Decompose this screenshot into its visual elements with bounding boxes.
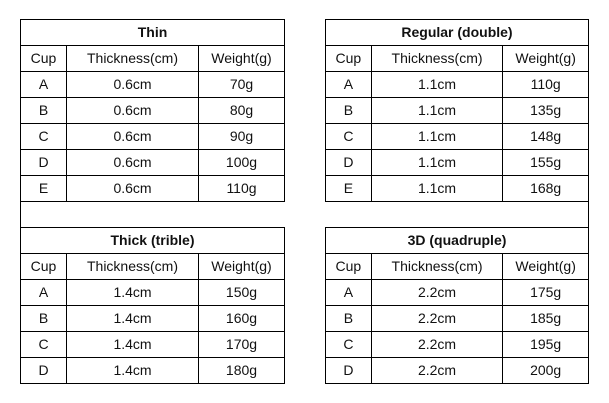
table-row bbox=[21, 72, 285, 98]
table-thin bbox=[20, 19, 285, 202]
column-header: Weight(g) bbox=[199, 46, 285, 72]
weight-cell: 148g bbox=[503, 124, 589, 150]
thickness-cell: 0.6cm bbox=[67, 124, 199, 150]
cup-cell: B bbox=[326, 98, 372, 124]
table-3d bbox=[325, 227, 589, 384]
table-row bbox=[21, 358, 285, 384]
cup-cell: A bbox=[326, 72, 372, 98]
cup-cell: E bbox=[326, 176, 372, 202]
weight-cell: 170g bbox=[199, 332, 285, 358]
column-header: Thickness(cm) bbox=[371, 254, 503, 280]
table-row bbox=[326, 306, 589, 332]
thickness-cell: 0.6cm bbox=[67, 176, 199, 202]
thickness-cell: 1.4cm bbox=[67, 306, 199, 332]
cup-cell: D bbox=[21, 150, 67, 176]
table-title: Thin bbox=[21, 20, 285, 46]
thickness-cell: 2.2cm bbox=[371, 332, 503, 358]
cup-cell: C bbox=[326, 332, 372, 358]
cup-cell: B bbox=[21, 306, 67, 332]
cup-cell: B bbox=[21, 98, 67, 124]
cup-cell: B bbox=[326, 306, 372, 332]
table-row bbox=[326, 358, 589, 384]
table-title: Thick (trible) bbox=[21, 228, 285, 254]
thickness-cell: 0.6cm bbox=[67, 72, 199, 98]
thickness-cell: 1.4cm bbox=[67, 280, 199, 306]
cup-cell: C bbox=[21, 332, 67, 358]
weight-cell: 155g bbox=[503, 150, 589, 176]
weight-cell: 135g bbox=[503, 98, 589, 124]
column-header: Cup bbox=[326, 254, 372, 280]
column-header: Weight(g) bbox=[199, 254, 285, 280]
table-row bbox=[21, 124, 285, 150]
table-row bbox=[21, 332, 285, 358]
weight-cell: 100g bbox=[199, 150, 285, 176]
weight-cell: 90g bbox=[199, 124, 285, 150]
thickness-cell: 1.1cm bbox=[371, 124, 503, 150]
cup-cell: E bbox=[21, 176, 67, 202]
weight-cell: 200g bbox=[503, 358, 589, 384]
column-header: Cup bbox=[21, 254, 67, 280]
table-row bbox=[326, 280, 589, 306]
column-header: Thickness(cm) bbox=[67, 46, 199, 72]
column-header: Thickness(cm) bbox=[67, 254, 199, 280]
weight-cell: 195g bbox=[503, 332, 589, 358]
table-row bbox=[326, 332, 589, 358]
table-row bbox=[326, 150, 589, 176]
table-row bbox=[21, 280, 285, 306]
thickness-cell: 2.2cm bbox=[371, 358, 503, 384]
thickness-cell: 1.4cm bbox=[67, 358, 199, 384]
table-row bbox=[326, 72, 589, 98]
thickness-cell: 1.1cm bbox=[371, 98, 503, 124]
weight-cell: 185g bbox=[503, 306, 589, 332]
thickness-cell: 1.1cm bbox=[371, 72, 503, 98]
weight-cell: 160g bbox=[199, 306, 285, 332]
thickness-cell: 0.6cm bbox=[67, 98, 199, 124]
weight-cell: 175g bbox=[503, 280, 589, 306]
table-row bbox=[21, 150, 285, 176]
column-header: Weight(g) bbox=[503, 254, 589, 280]
grid-line-left-middle bbox=[20, 201, 21, 227]
table-row bbox=[326, 98, 589, 124]
table-row bbox=[326, 124, 589, 150]
column-header: Cup bbox=[21, 46, 67, 72]
weight-cell: 180g bbox=[199, 358, 285, 384]
thickness-cell: 0.6cm bbox=[67, 150, 199, 176]
column-header: Cup bbox=[326, 46, 372, 72]
cup-cell: D bbox=[326, 150, 372, 176]
grid-line-right-middle bbox=[588, 201, 589, 227]
cup-cell: A bbox=[21, 72, 67, 98]
table-thick bbox=[20, 227, 285, 384]
weight-cell: 70g bbox=[199, 72, 285, 98]
cup-cell: C bbox=[326, 124, 372, 150]
weight-cell: 150g bbox=[199, 280, 285, 306]
spec-sheet bbox=[20, 19, 589, 384]
cup-cell: A bbox=[326, 280, 372, 306]
thickness-cell: 2.2cm bbox=[371, 280, 503, 306]
column-header: Weight(g) bbox=[503, 46, 589, 72]
cup-cell: D bbox=[326, 358, 372, 384]
table-row bbox=[21, 306, 285, 332]
cup-cell: C bbox=[21, 124, 67, 150]
weight-cell: 168g bbox=[503, 176, 589, 202]
thickness-cell: 1.1cm bbox=[371, 150, 503, 176]
thickness-cell: 1.1cm bbox=[371, 176, 503, 202]
table-title: 3D (quadruple) bbox=[326, 228, 589, 254]
table-regular bbox=[325, 19, 589, 202]
thickness-cell: 1.4cm bbox=[67, 332, 199, 358]
weight-cell: 80g bbox=[199, 98, 285, 124]
weight-cell: 110g bbox=[503, 72, 589, 98]
column-header: Thickness(cm) bbox=[371, 46, 503, 72]
table-title: Regular (double) bbox=[326, 20, 589, 46]
weight-cell: 110g bbox=[199, 176, 285, 202]
table-row bbox=[21, 176, 285, 202]
cup-cell: A bbox=[21, 280, 67, 306]
cup-cell: D bbox=[21, 358, 67, 384]
thickness-cell: 2.2cm bbox=[371, 306, 503, 332]
table-row bbox=[21, 98, 285, 124]
table-row bbox=[326, 176, 589, 202]
